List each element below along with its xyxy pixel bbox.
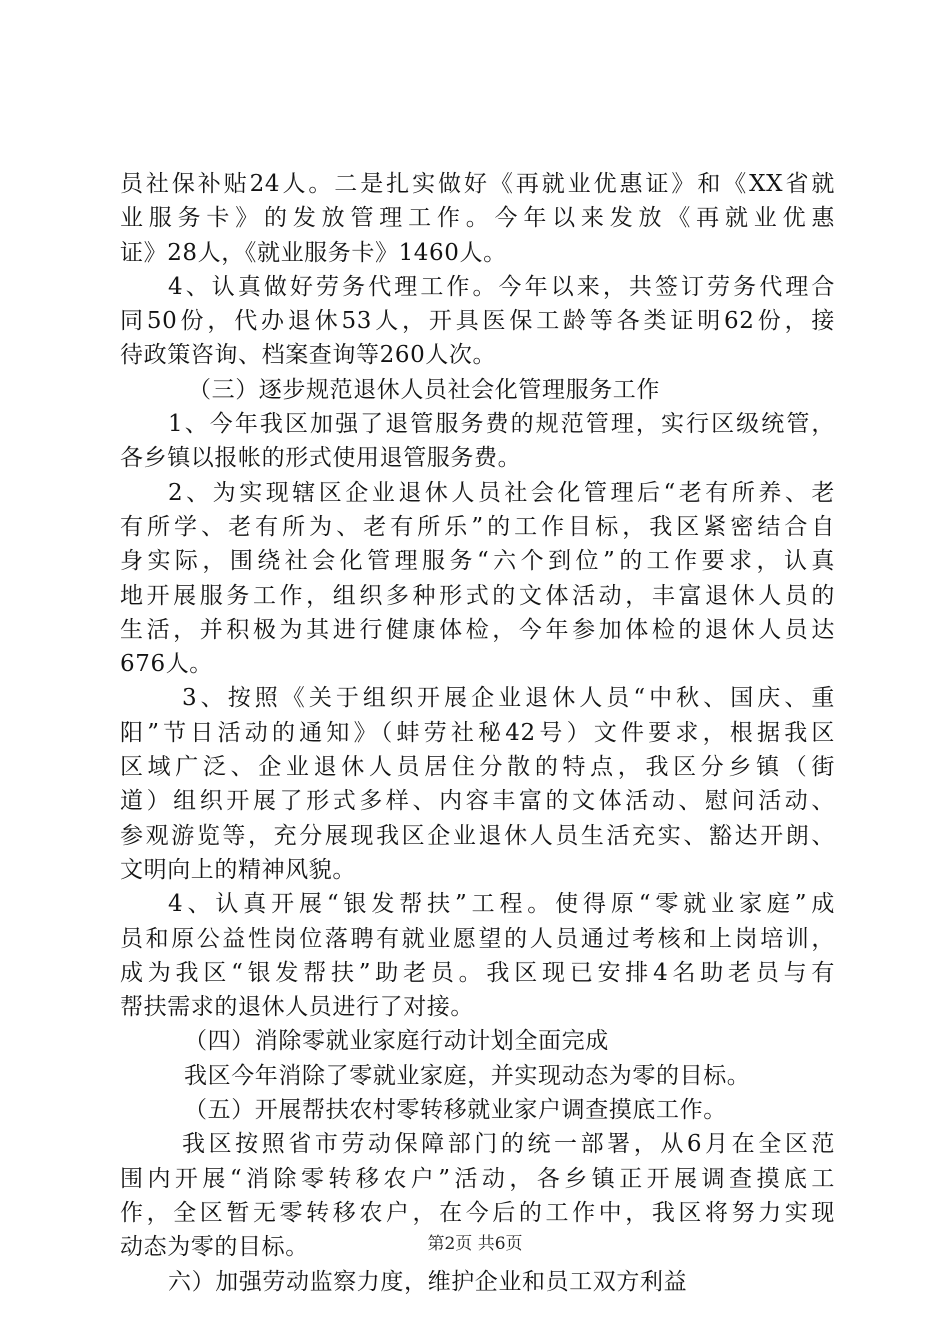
text-line: 地开展服务工作，组织多种形式的文体活动，丰富退休人员的 — [120, 582, 835, 609]
section-heading: 六）加强劳动监察力度，维护企业和员工双方利益 — [168, 1268, 688, 1295]
text-line: 作，全区暂无零转移农户，在今后的工作中，我区将努力实现 — [120, 1199, 835, 1226]
text-line: 业服务卡》的发放管理工作。今年以来发放《再就业优惠 — [120, 205, 835, 232]
page-number-footer: 第2页 共6页 — [427, 1234, 523, 1254]
text-line: 动态为零的目标。 — [120, 1234, 309, 1261]
text-line: 围内开展“消除零转移农户”活动，各乡镇正开展调查摸底工 — [120, 1165, 835, 1192]
text-line: 成为我区“银发帮扶”助老员。我区现已安排4名助老员与有 — [120, 959, 835, 986]
text-line: 同50份，代办退休53人，开具医保工龄等各类证明62份，接 — [120, 308, 835, 335]
text-line: 3、按照《关于组织开展企业退休人员“中秋、国庆、重 — [182, 685, 835, 712]
text-line: 帮扶需求的退休人员进行了对接。 — [120, 994, 474, 1021]
text-line: 待政策咨询、档案查询等260人次。 — [120, 342, 497, 369]
section-heading: （三）逐步规范退休人员社会化管理服务工作 — [188, 376, 660, 403]
text-line: 我区按照省市劳动保障部门的统一部署，从6月在全区范 — [182, 1131, 835, 1158]
section-heading: （四）消除零就业家庭行动计划全面完成 — [184, 1028, 609, 1055]
text-line: 1、今年我区加强了退管服务费的规范管理，实行区级统管， — [168, 411, 835, 438]
text-line: 生活，并积极为其进行健康体检，今年参加体检的退休人员达 — [120, 616, 835, 643]
text-line: 有所学、老有所为、老有所乐”的工作目标，我区紧密结合自 — [120, 513, 835, 540]
text-line: 员和原公益性岗位落聘有就业愿望的人员通过考核和上岗培训， — [120, 925, 835, 952]
text-line: 各乡镇以报帐的形式使用退管服务费。 — [120, 445, 522, 472]
section-heading: （五）开展帮扶农村零转移就业家户调查摸底工作。 — [184, 1097, 727, 1124]
text-line: 身实际，围绕社会化管理服务“六个到位”的工作要求，认真 — [120, 548, 835, 575]
text-line: 我区今年消除了零就业家庭，并实现动态为零的目标。 — [184, 1062, 751, 1089]
text-line: 阳”节日活动的通知》（蚌劳社秘42号）文件要求，根据我区 — [120, 719, 835, 746]
text-line: 道）组织开展了形式多样、内容丰富的文体活动、慰问活动、 — [120, 788, 835, 815]
text-line: 员社保补贴24人。二是扎实做好《再就业优惠证》和《XX省就 — [120, 171, 835, 197]
text-line: 区域广泛、企业退休人员居住分散的特点，我区分乡镇（街 — [120, 754, 835, 781]
text-line: 2、为实现辖区企业退休人员社会化管理后“老有所养、老 — [168, 479, 835, 506]
text-line: 676人。 — [120, 651, 213, 678]
document-body — [120, 167, 835, 1299]
text-line: 参观游览等，充分展现我区企业退休人员生活充实、豁达开朗、 — [120, 822, 835, 849]
text-line: 文明向上的精神风貌。 — [120, 856, 356, 883]
text-line: 4、认真做好劳务代理工作。今年以来，共签订劳务代理合 — [168, 273, 835, 300]
text-line: 证》28人，《就业服务卡》1460人。 — [120, 239, 507, 266]
text-line: 4、认真开展“银发帮扶”工程。使得原“零就业家庭”成 — [168, 891, 835, 918]
